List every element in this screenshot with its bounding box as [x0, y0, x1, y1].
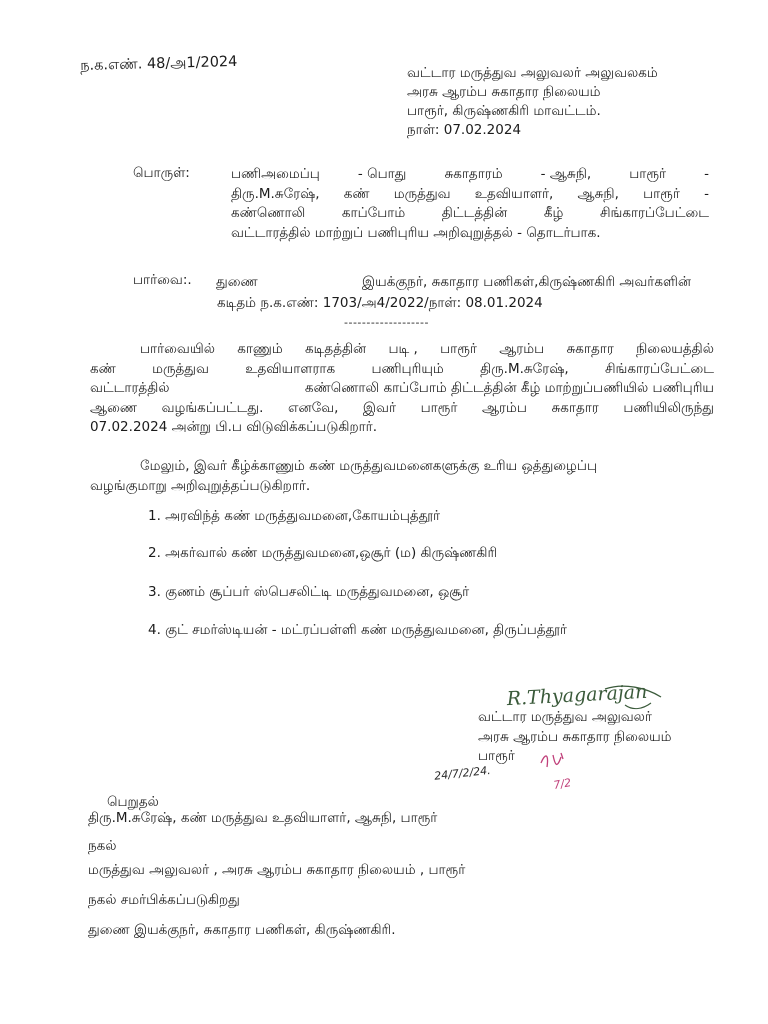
body-word: இவர் [362, 399, 397, 416]
reference-number: ந.க.எண். 48/அ1/2024 [80, 53, 238, 74]
body-word: உதவியாளராக [245, 360, 336, 377]
para1-line-3 [90, 379, 714, 399]
body-word: வழங்கப்பட்டது. [161, 399, 264, 416]
subject-word: பாரூர் [643, 185, 680, 202]
signatory-place: பாரூர் [478, 748, 515, 764]
subject-line-2 [231, 185, 709, 205]
body-word: சிங்காரப்பேட்டை [604, 360, 714, 377]
body-word: கண்ணொலி காப்போம் திட்டத்தின் கீழ் மாற்றுப்பணியில் பணிபுரிய [304, 380, 714, 396]
office-address-block [407, 64, 658, 140]
subject-word: திரு.M.சுரேஷ், [231, 185, 320, 202]
para1-line-4 [90, 399, 714, 419]
subject-word: பணிஅமைப்பு [231, 166, 320, 182]
body-word: படி , [388, 341, 418, 357]
hospital-list-item: 2. அகர்வால் கண் மருத்துவமனை,ஒசூர் (ம) கிருஷ்ணகிரி [148, 545, 498, 561]
para2-line-1: மேலும், இவர் கீழ்க்காணும் கண் மருத்துவமனைகளுக்கு உரிய ஒத்துழைப்பு [140, 458, 598, 474]
body-paragraph-2 [90, 457, 710, 496]
subject-word: உதவியாளர், [474, 185, 554, 202]
subject-line-3 [231, 204, 709, 224]
receiver-label: பெறுதல் [107, 794, 159, 810]
handwritten-date-note [430, 752, 510, 796]
subject-word: திட்டத்தின் [441, 205, 508, 221]
para2-line-2: வழங்குமாறு அறிவுறுத்தப்படுகிறார். [90, 477, 311, 494]
body-paragraph-1 [90, 340, 714, 438]
subject-word: கண்ணொலி [231, 205, 306, 221]
copy-recipient: மருத்துவ அலுவலர் , அரசு ஆரம்ப சுகாதார நிலையம் , பாரூர் [88, 862, 466, 878]
body-word: திரு.M.சுரேஷ், [480, 360, 569, 377]
subject-word: - [704, 166, 709, 182]
body-word: எனவே, [287, 399, 339, 416]
body-word: ஆரம்ப [481, 399, 527, 416]
subject-word: கண் [343, 185, 370, 202]
body-word: பார்வையில் [140, 341, 215, 357]
handwritten-note-text: 24/7/2/24. [433, 763, 492, 783]
body-word: பணிபுரியும் [371, 360, 444, 377]
subject-word: சுகாதாரம் [444, 166, 503, 182]
office-line-3: பாரூர், கிருஷ்ணகிரி மாவட்டம். [407, 103, 601, 119]
subject-text [231, 165, 709, 243]
initials-graphic [535, 745, 595, 795]
signature-text: R.Thyagarajan [506, 681, 648, 711]
body-word: காணும் [237, 341, 283, 357]
subject-word: சிங்காரப்பேட்டை [599, 205, 709, 221]
handwritten-note-graphic [430, 752, 510, 792]
subject-word: - ஆசுநி, [540, 166, 592, 182]
handwritten-initials [535, 745, 595, 799]
body-word: கண் [90, 360, 116, 377]
body-word: பணியிலிருந்து [623, 399, 714, 416]
subject-line-1 [231, 165, 709, 185]
subject-word: - [704, 185, 709, 202]
reference-separator: ------------------- [344, 316, 429, 329]
body-word: சுகாதார [566, 341, 614, 357]
reference-word: துணை [216, 274, 258, 290]
initials-date-text: 7/2 [552, 776, 573, 792]
reference-word: இயக்குநர், சுகாதார பணிகள்,கிருஷ்ணகிரி அவர்களின் [362, 274, 691, 290]
body-word: வட்டாரத்தில் [90, 380, 170, 396]
subject-word: பாரூர் [629, 166, 667, 182]
subject-word: காப்போம் [341, 205, 406, 221]
body-word: ஆணை [90, 399, 138, 416]
hospital-list-item: 4. குட் சமர்ஸ்டியன் - மட்ரப்பள்ளி கண் மருத்துவமனை, திருப்பத்தூர் [148, 622, 567, 638]
subject-word: கீழ் [543, 205, 564, 221]
subject-word: மருத்துவ [393, 185, 451, 202]
body-word: சுகாதார [551, 399, 599, 416]
body-word: பாரூர் [420, 399, 458, 416]
subject-word: - பொது [357, 166, 407, 182]
signatory-title: வட்டார மருத்துவ அலுவலர் [478, 709, 652, 725]
copy-label: நகல் [88, 838, 117, 854]
reference-line-2: கடிதம் ந.க.எண்: 1703/அ4/2022/நாள்: 08.01.2024 [217, 295, 543, 311]
reference-label: பார்வை:. [133, 272, 192, 288]
reference-line-1 [216, 274, 691, 292]
para1-line-5: 07.02.2024 அன்று பி.ப விடுவிக்கப்படுகிறார். [90, 419, 378, 435]
submitted-label: நகல் சமர்பிக்கப்படுகிறது [88, 892, 240, 908]
hospital-list-item: 1. அரவிந்த் கண் மருத்துவமனை,கோயம்புத்தூர் [148, 508, 441, 524]
office-line-1: வட்டார மருத்துவ அலுவலர் அலுவலகம் [407, 65, 658, 81]
para1-line-2 [90, 360, 714, 380]
body-word: ஆரம்ப [499, 341, 545, 357]
receiver-name: திரு.M.சுரேஷ், கண் மருத்துவ உதவியாளர், ஆசுநி, பாரூர் [88, 810, 438, 826]
letter-date: நாள்: 07.02.2024 [407, 122, 522, 138]
body-word: கடிதத்தின் [305, 341, 367, 357]
signatory-office: அரசு ஆரம்ப சுகாதார நிலையம் [478, 728, 672, 745]
hospital-list-item: 3. குணம் சூப்பர் ஸ்பெசலிட்டி மருத்துவமனை, ஒசூர் [148, 584, 470, 600]
submitted-recipient: துணை இயக்குநர், சுகாதார பணிகள், கிருஷ்ணகிரி. [88, 922, 396, 938]
subject-word: ஆசுநி, [577, 185, 619, 202]
subject-line-4: வட்டாரத்தில் மாற்றுப் பணிபுரிய அறிவுறுத்தல் - தொடர்பாக. [231, 224, 601, 241]
para1-line-1 [90, 340, 714, 360]
body-word: பாரூர் [440, 341, 477, 357]
subject-label: பொருள்: [133, 165, 190, 181]
body-word: நிலையத்தில் [636, 341, 714, 357]
body-word: மருத்துவ [152, 360, 209, 377]
office-line-2: அரசு ஆரம்ப சுகாதார நிலையம் [407, 84, 601, 100]
